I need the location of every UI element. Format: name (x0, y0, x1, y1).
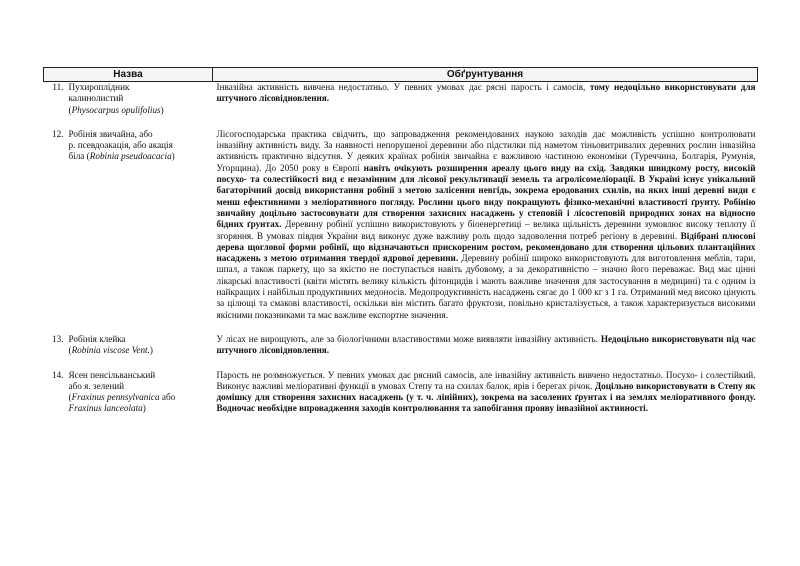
recommendation-text: тому недоцільно використовувати для штучного лісовідновлення. (216, 82, 756, 104)
table-row (44, 370, 758, 415)
header-justification: Обґрунтування (213, 68, 758, 82)
table-row (44, 129, 758, 321)
species-justification: Парость не розмножується. У певних умовах дає рясний самосів, але інвазійну активність вивчено недостатньо. Посухо- і солестійкий. Виконує важливі меліоративні функції в умовах Степу та на схилах балок, ярів і берегах річок. Доцільно використовувати в Степу як домішку для створення захисних насаджень (у т. ч. лінійних), зокрема на засолених ґрунтах і на землях меліоративного фонду. Водночас необхідне впровадження заходів контролювання та запобігання прояву інвазійної активності. (216, 369, 756, 414)
header-name: Назва (44, 68, 213, 82)
table-row (44, 334, 758, 357)
species-justification: Лісогосподарська практика свідчить, що запровадження рекомендованих наукою заходів дає можливість успішно контролювати інвазійну активність виду. За наявності непорушеної деревини або підстилки під наметом тіньовитривалих деревних рослин інвазійна активність практично відсутня. У деяких країнах робінія звичайна є важливою частиною економіки (Туреччина, Болгарія, Румунія, Угорщина). До 2050 року в Європі навіть очікують розширення ареалу цього виду на схід. Завдяки швидкому росту, високій посухо- та солестійкості вид є незамінним для лісової рекультивації земель та агролісомеліорації. В Україні існує унікальний багаторічний досвід використання робінії з метою залісення невгідь, зокрема еродованих схилів, на яких інші деревні види є менш ефективними з меліоративного погляду. Рослини цього виду покращують фізико-механічні властивості ґрунту. Робінію звичайну доцільно застосовувати для створення захисних насаджень у степовій і лісостеповій природних зонах на відносно бідних ґрунтах. Деревину робінії успішно використовують у біоенергетиці – велика щільність деревини зумовлює високу теплоту її згоряння. В умовах півдня України вид виконує дуже важливу роль щодо задоволення потреб регіону в деревині. Відібрані плюсові дерева щоглової форми робінії, що відзначаються прискореним ростом, рекомендовано для створення цільових плантаційних насаджень з метою отримання твердої ядрової деревини. Деревину робінії широко використовують для виготовлення меблів, тари, шпал, а також паркету, що за якістю не поступається навіть дубовому, а за декоративністю – значно його переважає. Вид має цінні лікарські властивості (квіти містять велику кількість фітонцидів і мають важливе значення для застосування в медицині) та є одним із найкращих і найбільш продуктивних медоносів. Медопродуктивність насаджень сягає до 1 000 кг з 1 га. Отриманий мед високо цінують за цілющі та смакові властивості, оскільки він містить багато фруктози, повільно кристалізується, а також характеризується високими якісними показниками та має важливе експортне значення. (216, 128, 756, 320)
species-name: Робінія звичайна, або р. псевдоакація, або акація біла (Robinia pseudoacacia) (68, 128, 175, 162)
table-header-row (44, 68, 758, 82)
recommendation-text: Недоцільно використовувати під час штучного лісовідновлення. (216, 333, 756, 356)
recommendation-text: Доцільно використовувати в Степу як домішку для створення захисних насаджень (у т. ч. лінійних), зокрема на засолених ґрунтах і на землях меліоративного фонду. Водночас необхідне впровадження заходів контролювання та запобігання прояву інвазійної активності. (216, 380, 756, 414)
row-number: 12. (52, 128, 64, 139)
document-page (43, 67, 757, 415)
species-table (43, 67, 758, 415)
row-number: 14. (52, 369, 64, 380)
latin-name: Robinia pseudoacacia (89, 151, 172, 162)
recommendation-text: навіть очікують розширення ареалу цього виду на схід. Завдяки швидкому росту, високій посухо- та солестійкості вид є незамінним для лісової рекультивації земель та агролісомеліорації. В Україні існує унікальний багаторічний досвід використання робінії з метою залісення невгідь, зокрема еродованих схилів, на яких інші деревні види є менш ефективними з меліоративного погляду. Рослини цього виду покращують фізико-механічні властивості ґрунту. Робінію звичайну доцільно застосовувати для створення захисних насаджень у степовій і лісостеповій природних зонах на відносно бідних ґрунтах. (216, 162, 756, 230)
species-name: Ясен пенсільванський або я. зелений (Fraxinus pennsylvanica або Fraxinus lanceolata) (68, 369, 176, 414)
latin-name: Robinia viscose Vent. (71, 345, 150, 356)
recommendation-text: Відібрані плюсові дерева щоглової форми робінії, що відзначаються прискореним ростом, рекомендовано для створення цільових плантаційних насаджень з метою отримання твердої ядрової деревини. (216, 230, 756, 264)
latin-name: Fraxinus lanceolata (68, 403, 143, 414)
table-row (44, 82, 758, 116)
row-number: 11. (44, 82, 67, 116)
species-name: Робінія клейка (Robinia viscose Vent.) (68, 333, 153, 356)
species-name: Пухироплідник калинолистий (Physocarpus opulifolius) (67, 82, 213, 116)
species-justification: Інвазійна активність вивчена недостатньо. У певних умовах дає рясні парость і самосів, тому недоцільно використовувати для штучного лісовідновлення. (213, 82, 758, 116)
latin-name: Fraxinus pennsylvanica (71, 392, 160, 403)
row-number: 13. (52, 333, 64, 344)
latin-name: Physocarpus opulifolius (71, 104, 161, 115)
species-justification: У лісах не вирощують, але за біологічними властивостями може виявляти інвазійну активність. Недоцільно використовувати під час штучного лісовідновлення. (216, 333, 756, 356)
